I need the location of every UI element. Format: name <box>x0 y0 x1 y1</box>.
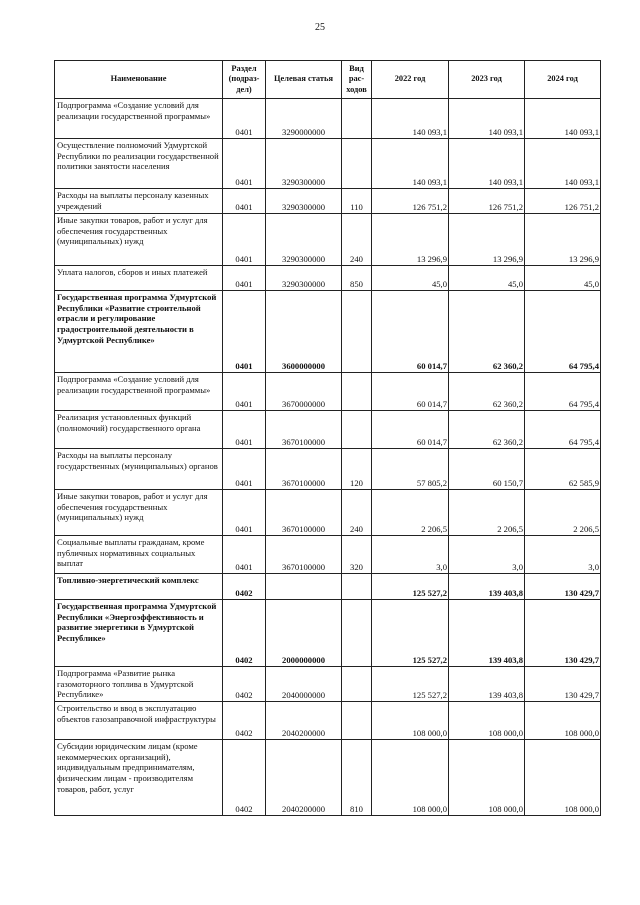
row-expense-type <box>342 600 372 667</box>
table-row <box>55 139 601 189</box>
row-value-2022: 60 014,7 <box>372 291 449 373</box>
row-section: 0401 <box>223 99 266 139</box>
header-section: Раздел (подраз-дел) <box>223 61 266 99</box>
row-value-2024: 126 751,2 <box>525 189 601 214</box>
row-target: 3670100000 <box>266 490 342 536</box>
row-expense-type: 320 <box>342 536 372 574</box>
row-name: Строительство и ввод в эксплуатацию объектов газозаправочной инфраструктуры <box>55 701 223 739</box>
row-value-2023: 2 206,5 <box>449 490 525 536</box>
row-value-2024: 64 795,4 <box>525 291 601 373</box>
row-section: 0402 <box>223 600 266 667</box>
row-target <box>266 574 342 600</box>
row-expense-type: 850 <box>342 266 372 291</box>
row-value-2022: 108 000,0 <box>372 701 449 739</box>
row-target: 3290300000 <box>266 189 342 214</box>
row-expense-type <box>342 373 372 411</box>
row-target: 3670100000 <box>266 449 342 490</box>
row-section: 0401 <box>223 373 266 411</box>
row-name: Расходы на выплаты персоналу государственных (муниципальных) органов <box>55 449 223 490</box>
row-name: Осуществление полномочий Удмуртской Республики по реализации государственной политики занятости населения <box>55 139 223 189</box>
row-expense-type: 120 <box>342 449 372 490</box>
table-row <box>55 574 601 600</box>
row-value-2024: 108 000,0 <box>525 739 601 815</box>
row-value-2023: 139 403,8 <box>449 600 525 667</box>
row-name: Государственная программа Удмуртской Республики «Энергоэффективность и развитие энергетики в Удмуртской Республике» <box>55 600 223 667</box>
table-row <box>55 291 601 373</box>
table-header-row <box>55 61 601 99</box>
row-value-2023: 62 360,2 <box>449 373 525 411</box>
row-value-2023: 139 403,8 <box>449 574 525 600</box>
row-value-2024: 130 429,7 <box>525 600 601 667</box>
row-value-2024: 64 795,4 <box>525 373 601 411</box>
table-row <box>55 214 601 266</box>
row-target: 2040000000 <box>266 667 342 702</box>
row-target: 2040200000 <box>266 701 342 739</box>
row-name: Иные закупки товаров, работ и услуг для обеспечения государственных (муниципальных) нужд <box>55 490 223 536</box>
row-value-2023: 62 360,2 <box>449 411 525 449</box>
row-target: 3670100000 <box>266 411 342 449</box>
row-expense-type: 810 <box>342 739 372 815</box>
row-expense-type <box>342 574 372 600</box>
row-target: 3290300000 <box>266 139 342 189</box>
header-2023: 2023 год <box>449 61 525 99</box>
row-name: Подпрограмма «Создание условий для реализации государственной программы» <box>55 373 223 411</box>
row-section: 0401 <box>223 214 266 266</box>
header-expense-type: Вид рас-ходов <box>342 61 372 99</box>
row-value-2024: 130 429,7 <box>525 667 601 702</box>
row-value-2023: 13 296,9 <box>449 214 525 266</box>
row-name: Субсидии юридическим лицам (кроме некоммерческих организаций), индивидуальным предпринимателям, физическим лицам - производителям товаров, работ, услуг <box>55 739 223 815</box>
header-name: Наименование <box>55 61 223 99</box>
row-value-2023: 45,0 <box>449 266 525 291</box>
row-value-2024: 140 093,1 <box>525 139 601 189</box>
row-expense-type <box>342 667 372 702</box>
row-expense-type <box>342 291 372 373</box>
row-target: 3290300000 <box>266 214 342 266</box>
row-value-2024: 3,0 <box>525 536 601 574</box>
row-section: 0401 <box>223 536 266 574</box>
row-expense-type: 240 <box>342 490 372 536</box>
budget-table <box>54 60 601 816</box>
row-value-2023: 140 093,1 <box>449 99 525 139</box>
row-value-2023: 62 360,2 <box>449 291 525 373</box>
row-value-2023: 108 000,0 <box>449 701 525 739</box>
row-section: 0402 <box>223 739 266 815</box>
row-value-2022: 125 527,2 <box>372 574 449 600</box>
row-name: Иные закупки товаров, работ и услуг для обеспечения государственных (муниципальных) нужд <box>55 214 223 266</box>
row-target: 3600000000 <box>266 291 342 373</box>
row-value-2022: 108 000,0 <box>372 739 449 815</box>
row-value-2022: 125 527,2 <box>372 667 449 702</box>
table-body <box>55 99 601 816</box>
row-target: 3670000000 <box>266 373 342 411</box>
row-name: Уплата налогов, сборов и иных платежей <box>55 266 223 291</box>
row-value-2024: 62 585,9 <box>525 449 601 490</box>
row-expense-type <box>342 139 372 189</box>
row-value-2022: 140 093,1 <box>372 99 449 139</box>
row-section: 0402 <box>223 701 266 739</box>
row-value-2024: 130 429,7 <box>525 574 601 600</box>
row-name: Подпрограмма «Создание условий для реализации государственной программы» <box>55 99 223 139</box>
header-2022: 2022 год <box>372 61 449 99</box>
row-target: 3290000000 <box>266 99 342 139</box>
row-value-2022: 3,0 <box>372 536 449 574</box>
row-value-2024: 140 093,1 <box>525 99 601 139</box>
row-target: 2040200000 <box>266 739 342 815</box>
row-expense-type <box>342 99 372 139</box>
table-row <box>55 701 601 739</box>
row-expense-type: 240 <box>342 214 372 266</box>
row-name: Топливно-энергетический комплекс <box>55 574 223 600</box>
row-name: Государственная программа Удмуртской Республики «Развитие строительной отрасли и регулирование градостроительной деятельности в Удмуртской Республике» <box>55 291 223 373</box>
row-section: 0401 <box>223 490 266 536</box>
row-value-2024: 13 296,9 <box>525 214 601 266</box>
row-section: 0401 <box>223 189 266 214</box>
row-section: 0401 <box>223 266 266 291</box>
row-value-2023: 60 150,7 <box>449 449 525 490</box>
row-value-2024: 64 795,4 <box>525 411 601 449</box>
row-name: Реализация установленных функций (полномочий) государственного органа <box>55 411 223 449</box>
header-target: Целевая статья <box>266 61 342 99</box>
row-value-2024: 108 000,0 <box>525 701 601 739</box>
row-value-2022: 60 014,7 <box>372 411 449 449</box>
row-value-2023: 126 751,2 <box>449 189 525 214</box>
row-name: Социальные выплаты гражданам, кроме публичных нормативных социальных выплат <box>55 536 223 574</box>
row-section: 0401 <box>223 411 266 449</box>
table-row <box>55 411 601 449</box>
row-expense-type <box>342 411 372 449</box>
row-value-2022: 126 751,2 <box>372 189 449 214</box>
table-row <box>55 490 601 536</box>
row-section: 0401 <box>223 449 266 490</box>
table-row <box>55 667 601 702</box>
row-expense-type: 110 <box>342 189 372 214</box>
row-expense-type <box>342 701 372 739</box>
row-target: 3290300000 <box>266 266 342 291</box>
row-value-2024: 2 206,5 <box>525 490 601 536</box>
table-row <box>55 373 601 411</box>
row-value-2022: 60 014,7 <box>372 373 449 411</box>
row-section: 0401 <box>223 291 266 373</box>
row-value-2022: 13 296,9 <box>372 214 449 266</box>
row-value-2022: 45,0 <box>372 266 449 291</box>
row-value-2023: 139 403,8 <box>449 667 525 702</box>
table-row <box>55 266 601 291</box>
row-value-2022: 140 093,1 <box>372 139 449 189</box>
row-value-2024: 45,0 <box>525 266 601 291</box>
table-row <box>55 600 601 667</box>
table-row <box>55 739 601 815</box>
row-target: 2000000000 <box>266 600 342 667</box>
row-section: 0402 <box>223 667 266 702</box>
page-number: 25 <box>315 22 325 33</box>
row-value-2023: 140 093,1 <box>449 139 525 189</box>
table-row <box>55 99 601 139</box>
row-value-2023: 3,0 <box>449 536 525 574</box>
row-name: Расходы на выплаты персоналу казенных учреждений <box>55 189 223 214</box>
row-section: 0401 <box>223 139 266 189</box>
header-2024: 2024 год <box>525 61 601 99</box>
row-value-2022: 125 527,2 <box>372 600 449 667</box>
row-value-2023: 108 000,0 <box>449 739 525 815</box>
row-target: 3670100000 <box>266 536 342 574</box>
row-name: Подпрограмма «Развитие рынка газомоторного топлива в Удмуртской Республике» <box>55 667 223 702</box>
row-value-2022: 57 805,2 <box>372 449 449 490</box>
row-section: 0402 <box>223 574 266 600</box>
table-row <box>55 189 601 214</box>
table-row <box>55 536 601 574</box>
table-row <box>55 449 601 490</box>
row-value-2022: 2 206,5 <box>372 490 449 536</box>
